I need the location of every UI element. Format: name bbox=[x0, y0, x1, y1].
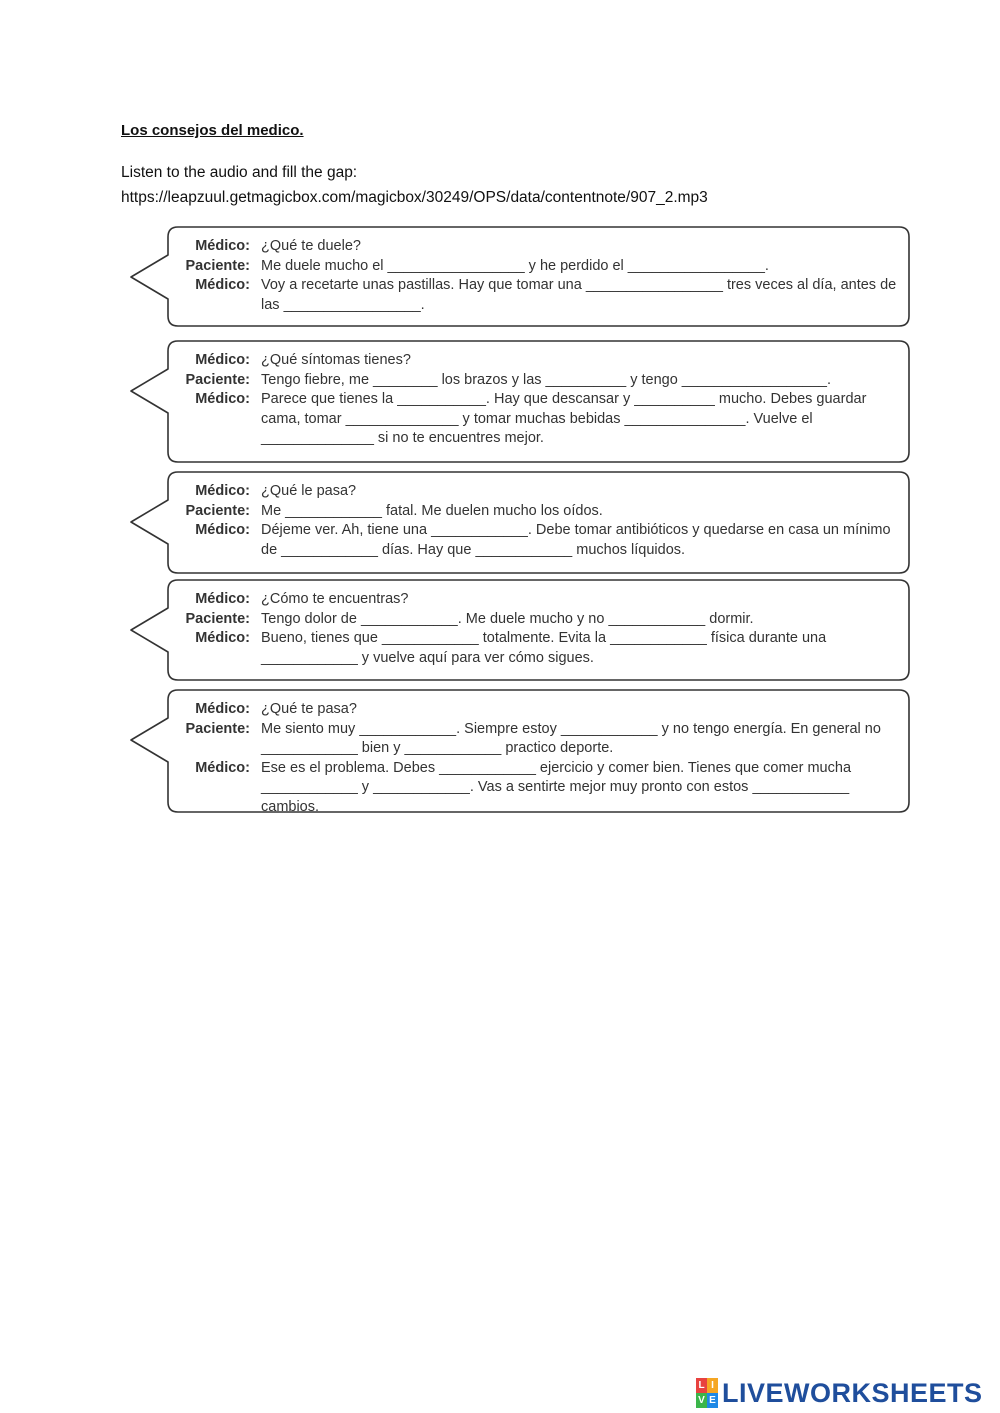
speaker-label: Paciente: bbox=[185, 610, 250, 627]
dialogue-3 bbox=[170, 482, 900, 560]
line-text[interactable]: ¿Qué le pasa? bbox=[261, 483, 357, 499]
line-text[interactable]: Ese es el problema. Debes ____________ ejercicio y comer bien. Tienes que comer mucha ____________ y ____________. Vas a sentirte mejor muy pronto con estos ____________ cambios. bbox=[261, 759, 856, 815]
speaker-label: Médico: bbox=[195, 630, 250, 646]
dialogue-line bbox=[170, 610, 900, 630]
logo-badge-icon bbox=[696, 1378, 718, 1408]
line-text[interactable]: Me siento muy ____________. Siempre estoy ____________ y no tengo energía. En general no ____________ bien y ____________ practico deporte. bbox=[261, 720, 885, 756]
instruction-text: Listen to the audio and fill the gap: bbox=[121, 164, 358, 181]
dialogue-1 bbox=[170, 237, 900, 315]
logo-badge-letter: E bbox=[707, 1393, 718, 1408]
speaker-label: Médico: bbox=[195, 591, 250, 607]
dialogue-line bbox=[170, 371, 900, 391]
speaker-label: Médico: bbox=[195, 352, 250, 368]
line-text[interactable]: Bueno, tienes que ____________ totalmente. Evita la ____________ física durante una ____________ y vuelve aquí para ver cómo sigues. bbox=[261, 630, 831, 666]
speaker-label: Médico: bbox=[195, 483, 250, 499]
line-text[interactable]: ¿Cómo te encuentras? bbox=[261, 591, 409, 607]
logo-badge-letter: I bbox=[707, 1378, 718, 1393]
dialogue-line bbox=[170, 590, 900, 610]
speaker-label: Médico: bbox=[195, 522, 250, 538]
speaker-label: Paciente: bbox=[185, 720, 250, 737]
line-text[interactable]: Voy a recetarte unas pastillas. Hay que tomar una _________________ tres veces al día, antes de las _________________. bbox=[261, 277, 901, 313]
dialogue-line bbox=[170, 720, 900, 759]
speaker-label: Médico: bbox=[195, 759, 250, 776]
line-text[interactable]: Tengo dolor de ____________. Me duele mucho y no ____________ dormir. bbox=[261, 610, 754, 627]
line-text[interactable]: Me ____________ fatal. Me duelen mucho los oídos. bbox=[261, 502, 603, 519]
speaker-label: Médico: bbox=[195, 277, 250, 293]
logo-badge-letter: L bbox=[696, 1378, 707, 1393]
speaker-label: Médico: bbox=[195, 701, 250, 717]
worksheet-title: Los consejos del medico. bbox=[121, 122, 304, 139]
dialogue-line bbox=[170, 390, 900, 449]
speaker-label: Paciente: bbox=[185, 257, 250, 274]
dialogue-4 bbox=[170, 590, 900, 668]
dialogue-line bbox=[170, 759, 900, 818]
line-text[interactable]: Me duele mucho el _________________ y he perdido el _________________. bbox=[261, 257, 769, 274]
line-text[interactable]: ¿Qué te pasa? bbox=[261, 701, 357, 717]
line-text[interactable]: ¿Qué síntomas tienes? bbox=[261, 352, 411, 368]
dialogue-line bbox=[170, 502, 900, 522]
speaker-label: Paciente: bbox=[185, 371, 250, 388]
brand-name: LIVEWORKSHEETS bbox=[722, 1377, 983, 1408]
dialogue-line bbox=[170, 521, 900, 560]
liveworksheets-logo bbox=[696, 1376, 983, 1410]
line-text[interactable]: ¿Qué te duele? bbox=[261, 238, 361, 254]
speaker-label: Paciente: bbox=[185, 502, 250, 519]
dialogue-line bbox=[170, 276, 900, 315]
line-text[interactable]: Déjeme ver. Ah, tiene una ____________. Debe tomar antibióticos y quedarse en casa un mínimo de ____________ días. Hay que ____________ muchos líquidos. bbox=[261, 522, 895, 558]
dialogue-line bbox=[170, 482, 900, 502]
line-text[interactable]: Parece que tienes la ___________. Hay que descansar y __________ mucho. Debes guardar cama, tomar ______________ y tomar muchas bebidas _______________. Vuelve el ______________ si no te encuentres mejor. bbox=[261, 391, 871, 446]
audio-link[interactable]: https://leapzuul.getmagicbox.com/magicbox/30249/OPS/data/contentnote/907_2.mp3 bbox=[121, 189, 708, 206]
dialogue-5 bbox=[170, 700, 900, 817]
dialogue-line bbox=[170, 351, 900, 371]
speaker-label: Médico: bbox=[195, 391, 250, 407]
logo-badge-letter: V bbox=[696, 1393, 707, 1408]
dialogue-line bbox=[170, 237, 900, 257]
speaker-label: Médico: bbox=[195, 238, 250, 254]
dialogue-line bbox=[170, 257, 900, 277]
dialogue-line bbox=[170, 629, 900, 668]
dialogue-2 bbox=[170, 351, 900, 449]
dialogue-line bbox=[170, 700, 900, 720]
line-text[interactable]: Tengo fiebre, me ________ los brazos y las __________ y tengo __________________. bbox=[261, 371, 831, 388]
